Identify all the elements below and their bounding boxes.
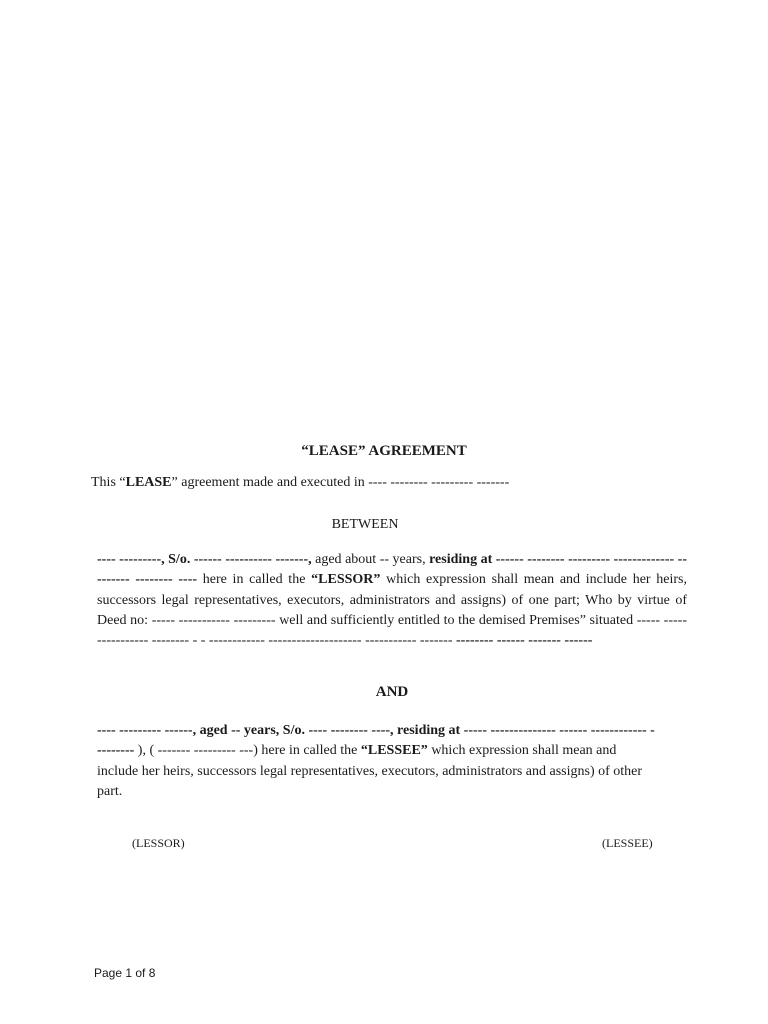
lessee-called-text: ), ( ------- --------- ---) here in called the [134, 743, 361, 759]
lessee-paragraph [97, 721, 657, 802]
lessor-body-text: which expression shall mean and include her heirs, successors legal representatives, executors, administrators and assigns) of one part; Who by virtue of Deed no: ----- ----------- --------- well and sufficiently entitled to the demised Premises” situated ----- ---------------- -------- - - ------------ -------------------- ----------- ------- [97, 572, 687, 649]
between-heading: BETWEEN [331, 517, 399, 532]
lessee-body-text: which expression shall mean and include her heirs, successors legal representatives, executors, administrators and assigns) of other part. [97, 743, 643, 799]
and-heading: AND [375, 684, 409, 700]
intro-text-post: ” agreement made and executed in ---- -------- --------- ------- [171, 475, 510, 490]
lessor-premises-bold: -------- ------ ------- ------ [456, 633, 593, 649]
intro-lease-bold: LEASE [125, 475, 172, 490]
lessor-age-text: aged about -- years, [311, 552, 430, 567]
lessee-name-bold: ---- --------- ------, aged -- years, S/o. ---- -------- ----, residing at ----- -------------- ------ ------------ --------- [97, 723, 655, 759]
page-number-footer: Page 1 of 8 [94, 966, 156, 980]
lessee-term-bold: “LESSEE” [360, 743, 428, 759]
lessor-term-bold: “LESSOR” [311, 572, 381, 588]
lessor-name-bold: ---- ---------, S/o. ------ ---------- -------, [97, 552, 312, 567]
lessor-called-text: here in called the [197, 572, 312, 588]
document-title: “LEASE” AGREEMENT [301, 443, 467, 459]
lessee-signature-label: (LESSEE) [602, 836, 653, 850]
lessor-paragraph [97, 550, 687, 651]
lessor-signature-label: (LESSOR) [132, 836, 185, 850]
intro-text-pre: This “ [91, 475, 126, 490]
intro-line [91, 475, 509, 491]
lessor-residence-bold: residing at ------ -------- --------- ------------- --------- -------- ---- [97, 552, 687, 588]
